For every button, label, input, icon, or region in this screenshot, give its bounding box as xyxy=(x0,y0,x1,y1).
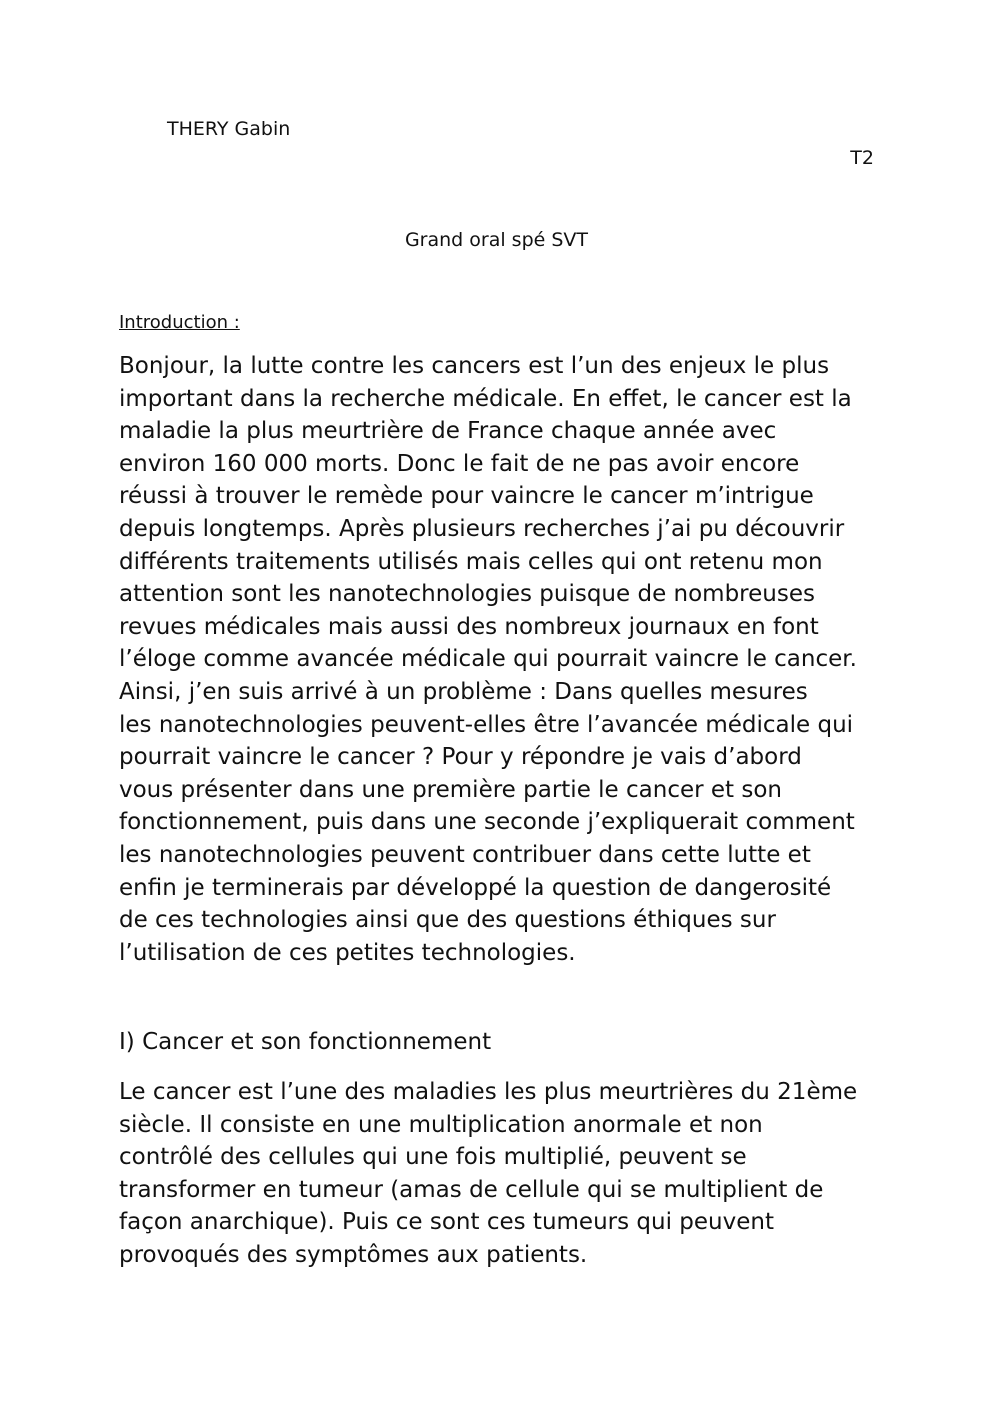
paragraph-line: vous présenter dans une première partie le cancer et son xyxy=(119,776,783,803)
paragraph-line: les nanotechnologies peuvent-elles être l’avancée médicale qui xyxy=(119,711,854,738)
paragraph-line: Le cancer est l’une des maladies les plus meurtrières du 21ème xyxy=(119,1079,858,1105)
introduction-paragraph xyxy=(119,350,884,969)
paragraph-line: Ainsi, j’en suis arrivé à un problème : Dans quelles mesures xyxy=(119,678,808,705)
introduction-heading: Introduction : xyxy=(119,312,240,333)
section-paragraph xyxy=(119,1076,884,1272)
paragraph-line: l’éloge comme avancée médicale qui pourrait vaincre le cancer. xyxy=(119,646,857,673)
paragraph-line: attention sont les nanotechnologies puisque de nombreuses xyxy=(119,581,815,608)
paragraph-line: réussi à trouver le remède pour vaincre le cancer m’intrigue xyxy=(119,483,814,510)
paragraph-line: enfin je terminerais par développé la question de dangerosité xyxy=(119,874,832,901)
paragraph-line: pourrait vaincre le cancer ? Pour y répondre je vais d’abord xyxy=(119,744,802,771)
paragraph-line: Bonjour, la lutte contre les cancers est l’un des enjeux le plus xyxy=(119,353,830,379)
paragraph-line: de ces technologies ainsi que des questions éthiques sur xyxy=(119,907,776,934)
section-heading: I) Cancer et son fonctionnement xyxy=(119,1029,492,1055)
paragraph-line: environ 160 000 morts. Donc le fait de ne pas avoir encore xyxy=(119,450,800,477)
paragraph-line: transformer en tumeur (amas de cellule qui se multiplient de xyxy=(119,1176,824,1203)
paragraph-line: depuis longtemps. Après plusieurs recherches j’ai pu découvrir xyxy=(119,515,845,542)
paragraph-line: important dans la recherche médicale. En effet, le cancer est la xyxy=(119,385,852,412)
paragraph-line: l’utilisation de ces petites technologies. xyxy=(119,939,576,966)
class-code: T2 xyxy=(850,147,874,169)
paragraph-line: fonctionnement, puis dans une seconde j’expliquerait comment xyxy=(119,809,855,836)
author-name: THERY Gabin xyxy=(167,118,291,140)
paragraph-line: siècle. Il consiste en une multiplication anormale et non xyxy=(119,1111,763,1138)
paragraph-line: façon anarchique). Puis ce sont ces tumeurs qui peuvent xyxy=(119,1209,774,1236)
document-title: Grand oral spé SVT xyxy=(404,229,589,251)
paragraph-line: provoqués des symptômes aux patients. xyxy=(119,1241,588,1268)
paragraph-line: revues médicales mais aussi des nombreux journaux en font xyxy=(119,613,819,640)
paragraph-line: maladie la plus meurtrière de France chaque année avec xyxy=(119,418,777,445)
paragraph-line: les nanotechnologies peuvent contribuer dans cette lutte et xyxy=(119,841,811,868)
paragraph-line: différents traitements utilisés mais celles qui ont retenu mon xyxy=(119,548,823,575)
paragraph-line: contrôlé des cellules qui une fois multiplié, peuvent se xyxy=(119,1144,747,1171)
